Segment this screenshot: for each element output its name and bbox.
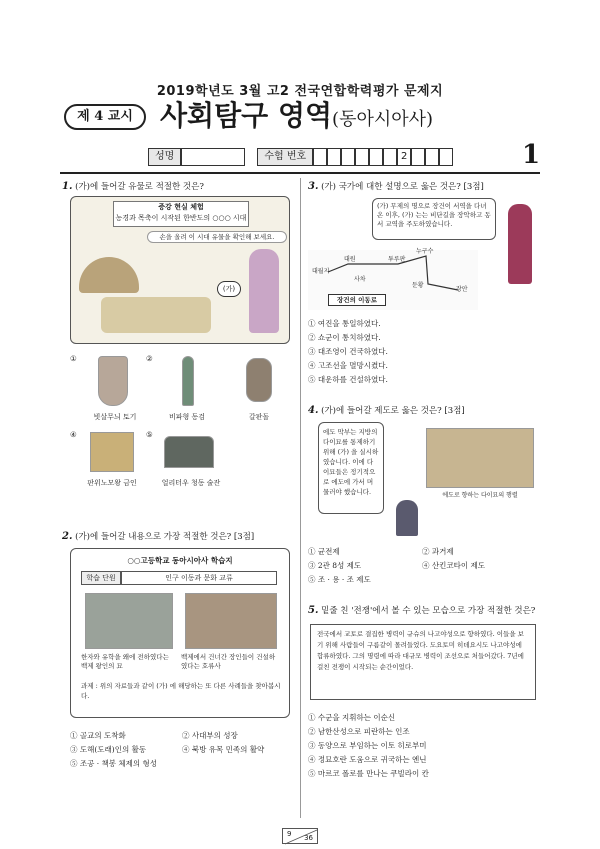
q4-title	[308, 404, 538, 416]
fraction-slash	[283, 829, 319, 845]
q1-sign-title: 증강 현실 체험	[158, 203, 204, 211]
q2-option-2[interactable]: ② 사대부의 성장	[182, 731, 238, 740]
q2-unit-label: 학습 단원	[81, 571, 121, 585]
q1-option-5-num[interactable]: ⑤	[146, 430, 153, 439]
q5-title	[308, 604, 538, 616]
q5-option-5[interactable]: ⑤ 마르코 폴로를 만나는 쿠빌라이 칸	[308, 769, 429, 778]
q1-sign	[113, 201, 249, 227]
exam-digit-cell[interactable]	[341, 148, 355, 166]
q5-option-1[interactable]: ① 수군을 지휘하는 이순신	[308, 713, 396, 722]
q3-title	[308, 180, 538, 192]
place-label: 대원	[344, 256, 356, 263]
subject-name: 사회탐구 영역	[160, 99, 333, 132]
q3-option-3[interactable]: ③ 대조영이 건국하였다.	[308, 347, 388, 356]
place-label: 장안	[456, 286, 468, 293]
place-label: 대월지	[312, 268, 330, 275]
page-number: 1	[522, 140, 541, 170]
exam-digit-cell[interactable]	[425, 148, 439, 166]
place-label: 누구수	[416, 248, 434, 255]
q1-ga-marker: (가)	[217, 281, 241, 297]
q4-option-5[interactable]: ⑤ 조 · 용 · 조 제도	[308, 575, 371, 584]
q4-text: (가)에 들어갈 제도로 옳은 것은? [3점]	[321, 406, 465, 416]
exam-digit-cell[interactable]	[327, 148, 341, 166]
exam-digit-cell[interactable]: 2	[397, 148, 411, 166]
q3-option-4[interactable]: ④ 고조선을 멸망시켰다.	[308, 361, 388, 370]
q5-text: 밑줄 친 '전쟁'에서 볼 수 있는 모습으로 가장 적절한 것은?	[321, 606, 536, 616]
place-label: 투루판	[388, 256, 406, 263]
q1-option-1-num[interactable]: ①	[70, 354, 77, 363]
id-row	[148, 148, 453, 166]
footer-page-indicator	[282, 828, 318, 844]
subject-title	[160, 94, 433, 134]
q2-worksheet	[70, 548, 290, 718]
q1-option-4-num[interactable]: ④	[70, 430, 77, 439]
q4-option-3[interactable]: ③ 2관 8성 제도	[308, 561, 362, 570]
gold-seal-image	[90, 432, 134, 472]
q3-option-1[interactable]: ① 여진을 통일하였다.	[308, 319, 381, 328]
q3-option-2[interactable]: ② 쇼군이 통치하였다.	[308, 333, 381, 342]
bronze-cup-image	[164, 436, 214, 468]
exam-number-label: 수험 번호	[257, 148, 313, 166]
q2-sheet-title: ○○고등학교 동아시아사 학습지	[127, 556, 233, 565]
q1-option-3-label: 갈판돌	[248, 413, 270, 421]
exam-digit-cell[interactable]	[369, 148, 383, 166]
q1-text: (가)에 들어갈 유물로 적절한 것은?	[75, 182, 204, 192]
q4-option-2[interactable]: ② 과거제	[422, 547, 454, 556]
name-label: 성명	[148, 148, 181, 166]
q1-number: 1.	[62, 181, 73, 192]
q3-number: 3.	[308, 181, 319, 192]
q2-title	[62, 530, 292, 542]
q2-option-4[interactable]: ④ 북방 유목 민족의 활약	[182, 745, 265, 754]
mandolin-dagger-image	[182, 356, 194, 406]
horyuji-temple-image	[185, 593, 277, 649]
q5-option-3[interactable]: ③ 동양으로 부임하는 이토 히로부미	[308, 741, 427, 750]
hut-illustration	[79, 257, 139, 293]
daimyo-procession-image	[426, 428, 534, 488]
q1-sign-sub: 농경과 목축이 시작된 한반도의 ○○○ 시대	[115, 214, 247, 222]
session-badge: 제 4 교시	[64, 104, 146, 130]
q5-option-2[interactable]: ② 남한산성으로 피란하는 인조	[308, 727, 410, 736]
grinding-stone-image	[246, 358, 272, 402]
place-label: 사차	[354, 276, 366, 283]
q2-caption-2: 백제에서 건너간 장인들이 건설하였다는 호류사	[181, 653, 276, 670]
ground-illustration	[101, 297, 211, 333]
q5-passage: 전국에서 교토로 결집한 병력이 규슈의 나고야성으로 향하였다. 이들을 보기 위해 사람들이 구름같이 몰려들었다. 도요토미 히데요시도 나고야성에 합류하였다. 그의 명령에 따라 대규모 병력이 조선으로 처들어갔다. 7년에 걸친 전쟁이 시작되는 순간이었다.	[310, 624, 536, 700]
q2-task: 과제 : 위의 자료들과 같이 (가) 에 해당하는 또 다른 사례들을 찾아봅시다.	[81, 682, 281, 700]
exam-digit-cell[interactable]	[411, 148, 425, 166]
q4-number: 4.	[308, 405, 319, 416]
name-field[interactable]	[181, 148, 245, 166]
q2-option-3[interactable]: ③ 도해(도래)인의 활동	[70, 745, 147, 754]
presenter-illustration	[396, 500, 418, 536]
q5-option-4[interactable]: ④ 정묘호란 도움으로 귀국하는 엔닌	[308, 755, 427, 764]
q4-option-4[interactable]: ④ 산킨코타이 제도	[422, 561, 485, 570]
subject-subname: (동아시아사)	[332, 109, 434, 130]
q1-option-2-label: 비파형 동검	[168, 413, 206, 421]
q4-option-1[interactable]: ① 균전제	[308, 547, 340, 556]
q1-scene	[70, 196, 290, 344]
q2-unit-value: 인구 이동과 문화 교류	[121, 571, 277, 585]
q1-option-4-label: 판위노모왕 금인	[87, 479, 137, 487]
column-divider	[300, 178, 301, 818]
q3-option-5[interactable]: ⑤ 대운하를 건설하였다.	[308, 375, 388, 384]
q3-text: (가) 국가에 대한 설명으로 옳은 것은? [3점]	[321, 182, 484, 192]
q1-option-5-label: 얼리터우 청동 술잔	[161, 479, 221, 487]
wangin-tomb-image	[85, 593, 173, 649]
q5-number: 5.	[308, 605, 319, 616]
q1-title	[62, 180, 292, 192]
q2-number: 2.	[62, 531, 73, 542]
q4-caption: 에도로 향하는 다이묘의 행렬	[442, 492, 518, 499]
q4-speech: 에도 막부는 지방의 다이묘를 통제하기 위해 (가) 을 실시하였습니다. 이에 다이묘들은 정기적으로 에도에 가서 머물러야 했습니다.	[318, 422, 384, 514]
exam-digit-cell[interactable]	[439, 148, 453, 166]
header-rule	[60, 172, 540, 174]
footer-total: 36	[304, 834, 313, 842]
teacher-illustration	[508, 204, 532, 284]
exam-digit-cell[interactable]	[355, 148, 369, 166]
q2-text: (가)에 들어갈 내용으로 가장 적절한 것은? [3점]	[75, 532, 255, 542]
q2-option-1[interactable]: ① 골교의 도착화	[70, 731, 126, 740]
footer-page: 9	[287, 830, 292, 838]
q2-option-5[interactable]: ⑤ 조공 · 책봉 체제의 형성	[70, 759, 158, 768]
exam-title: 2019학년도 3월 고2 전국연합학력평가 문제지	[156, 84, 444, 99]
student-illustration	[249, 249, 279, 333]
q1-option-1-label: 빗살무늬 토기	[93, 413, 137, 421]
q3-map-title: 장건의 이동로	[328, 294, 386, 306]
q1-speech-bubble: 손을 올려 이 시대 유물을 확인해 보세요.	[147, 231, 287, 243]
place-label: 둔황	[412, 282, 424, 289]
exam-digit-cell[interactable]	[313, 148, 327, 166]
q3-route-map	[308, 250, 478, 310]
q1-option-2-num[interactable]: ②	[146, 354, 153, 363]
exam-digit-cell[interactable]	[383, 148, 397, 166]
q3-speech: (가) 무제의 명으로 장건이 서역을 다녀온 이후, (가) 는는 비단길을 장악하고 동서 교역을 주도하였습니다.	[372, 198, 496, 240]
q2-caption-1: 한자와 유학을 왜에 전하였다는 백제 왕인의 묘	[81, 653, 169, 670]
comb-pattern-pottery-image	[98, 356, 128, 406]
